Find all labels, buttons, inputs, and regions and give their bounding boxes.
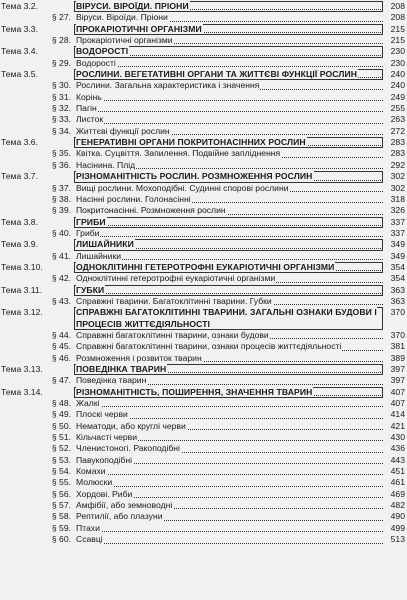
page-number: 407 xyxy=(390,398,405,409)
page-number: 215 xyxy=(390,23,405,34)
page-number: 499 xyxy=(390,522,405,533)
section-title xyxy=(76,466,383,477)
toc-topic-row[interactable] xyxy=(0,239,407,250)
section-number: § 48. xyxy=(51,398,71,409)
section-title xyxy=(76,126,383,137)
page-number: 249 xyxy=(390,91,405,102)
toc-section-row[interactable] xyxy=(0,12,407,23)
toc-section-row[interactable] xyxy=(0,194,407,205)
section-title xyxy=(76,251,383,262)
section-title xyxy=(76,443,383,454)
page-number: 490 xyxy=(390,511,405,522)
page-number: 451 xyxy=(390,466,405,477)
title-text: СПРАВЖНІ БАГАТОКЛІТИННІ ТВАРИНИ. ЗАГАЛЬНІ ОЗНАКИ БУДОВИ І ПРОЦЕСІВ ЖИТТЄДІЯЛЬНОСТІ xyxy=(76,307,377,329)
page-number: 381 xyxy=(390,341,405,352)
section-number: § 33. xyxy=(51,114,71,125)
toc-section-row[interactable] xyxy=(0,35,407,46)
topic-number: Тема 3.10. xyxy=(1,261,43,272)
title-text: Справжні багатоклітинні тварини, ознаки процесів життєдіяльності xyxy=(76,341,342,352)
page-number: 255 xyxy=(390,103,405,114)
section-number: § 43. xyxy=(51,295,71,306)
section-title xyxy=(76,35,383,46)
toc-section-row[interactable] xyxy=(0,183,407,194)
page-number: 337 xyxy=(390,216,405,227)
section-number: § 30. xyxy=(51,80,71,91)
section-number: § 34. xyxy=(51,125,71,136)
title-text: Павукоподібні xyxy=(76,454,133,465)
section-title xyxy=(76,511,383,522)
title-text: ПОВЕДІНКА ТВАРИН xyxy=(76,364,167,374)
toc-section-row[interactable] xyxy=(0,103,407,114)
section-title xyxy=(76,500,383,511)
page-number: 349 xyxy=(390,250,405,261)
toc-topic-row[interactable] xyxy=(0,217,407,228)
toc-section-row[interactable] xyxy=(0,477,407,488)
section-number: § 38. xyxy=(51,193,71,204)
section-number: § 49. xyxy=(51,409,71,420)
title-text: Гриби xyxy=(76,227,100,238)
section-title xyxy=(76,523,383,534)
title-text: Квітка. Суцвіття. Запилення. Подвійне запліднення xyxy=(76,148,281,159)
page-number: 230 xyxy=(390,46,405,57)
toc-section-row[interactable] xyxy=(0,80,407,91)
toc-section-row[interactable] xyxy=(0,398,407,409)
topic-title xyxy=(76,239,383,250)
page-number: 326 xyxy=(390,205,405,216)
page-number: 292 xyxy=(390,159,405,170)
title-text: Водорості xyxy=(76,57,116,68)
topic-title xyxy=(76,171,383,182)
toc-section-row[interactable] xyxy=(0,443,407,454)
page-number: 302 xyxy=(390,182,405,193)
toc-section-row[interactable] xyxy=(0,273,407,284)
section-number: § 42. xyxy=(51,273,71,284)
page-number: 436 xyxy=(390,443,405,454)
title-text: Комахи xyxy=(76,466,106,477)
section-title xyxy=(76,375,383,386)
toc-section-row[interactable] xyxy=(0,205,407,216)
page-number: 349 xyxy=(390,239,405,250)
toc-section-row[interactable] xyxy=(0,148,407,159)
title-text: Вищі рослини. Мохоподібні. Судинні спорові рослини xyxy=(76,182,289,193)
title-text: Одноклітинні гетеротрофні еукаріотичні організми xyxy=(76,273,276,284)
section-number: § 54. xyxy=(51,466,71,477)
toc-section-row[interactable] xyxy=(0,534,407,545)
title-text: Нематоди, або круглі черви xyxy=(76,420,186,431)
title-text: ВІРУСИ. ВІРОЇДИ. ПРІОНИ xyxy=(76,1,189,11)
page-number: 283 xyxy=(390,148,405,159)
title-text: РІЗНОМАНІТНІСТЬ, ПОШИРЕННЯ, ЗНАЧЕННЯ ТВАРИН xyxy=(76,386,313,397)
section-number: § 40. xyxy=(51,227,71,238)
title-text: Рослини. Загальна характеристика і значення xyxy=(76,80,260,91)
toc-section-row[interactable] xyxy=(0,421,407,432)
topic-title xyxy=(76,285,383,296)
title-text: Справжні тварини. Багатоклітинні тварини. Губки xyxy=(76,295,272,306)
toc-section-row[interactable] xyxy=(0,375,407,386)
topic-title xyxy=(76,137,383,148)
page-number: 283 xyxy=(390,137,405,148)
title-text: Життєві функції рослин xyxy=(76,125,170,136)
page-number: 240 xyxy=(390,69,405,80)
title-text: ГУБКИ xyxy=(76,284,105,295)
toc-section-row[interactable] xyxy=(0,432,407,443)
topic-title xyxy=(76,262,383,273)
section-number: § 47. xyxy=(51,375,71,386)
section-number: § 51. xyxy=(51,432,71,443)
title-text: Хордові. Риби xyxy=(76,488,133,499)
title-text: ВОДОРОСТІ xyxy=(76,46,129,57)
section-number: § 45. xyxy=(51,341,71,352)
toc-topic-row[interactable] xyxy=(0,1,407,12)
section-title xyxy=(76,398,383,409)
section-title xyxy=(76,353,383,364)
section-title xyxy=(76,92,383,103)
topic-number: Тема 3.9. xyxy=(1,239,38,250)
title-text: ГЕНЕРАТИВНІ ОРГАНИ ПОКРИТОНАСІННИХ РОСЛИН xyxy=(76,137,306,148)
title-text: ЛИШАЙНИКИ xyxy=(76,239,134,250)
section-number: § 46. xyxy=(51,352,71,363)
page-number: 407 xyxy=(390,386,405,397)
topic-number: Тема 3.2. xyxy=(1,1,38,11)
section-title xyxy=(76,477,383,488)
page-number: 215 xyxy=(390,35,405,46)
toc-section-row[interactable] xyxy=(0,92,407,103)
toc-section-row[interactable] xyxy=(0,228,407,239)
topic-number: Тема 3.8. xyxy=(1,216,38,227)
section-title xyxy=(76,12,383,23)
page-number: 208 xyxy=(390,12,405,23)
page-number: 354 xyxy=(390,273,405,284)
page-number: 421 xyxy=(390,420,405,431)
toc-topic-row[interactable] xyxy=(0,46,407,57)
section-title xyxy=(76,421,383,432)
topic-number: Тема 3.13. xyxy=(1,364,43,374)
page-number: 469 xyxy=(390,488,405,499)
title-text: Амфібії, або земноводні xyxy=(76,500,173,511)
table-of-contents xyxy=(0,1,407,546)
title-text: Членистоногі. Ракоподібні xyxy=(76,443,180,454)
page-number: 263 xyxy=(390,114,405,125)
section-title xyxy=(76,80,383,91)
title-text: Кільчасті черви xyxy=(76,432,138,443)
page-number: 337 xyxy=(390,227,405,238)
title-text: Покритонасінні. Розмноження рослин xyxy=(76,205,226,216)
title-text: Насінні рослини. Голонасінні xyxy=(76,193,191,204)
section-title xyxy=(76,455,383,466)
topic-title xyxy=(76,387,383,398)
section-number: § 41. xyxy=(51,250,71,261)
toc-section-row[interactable] xyxy=(0,58,407,69)
toc-section-row[interactable] xyxy=(0,160,407,171)
section-title xyxy=(76,103,383,114)
title-text: Ссавці xyxy=(76,534,103,545)
title-text: Листок xyxy=(76,114,104,125)
section-number: § 37. xyxy=(51,182,71,193)
section-number: § 53. xyxy=(51,454,71,465)
section-number: § 50. xyxy=(51,420,71,431)
page-number: 230 xyxy=(390,57,405,68)
toc-topic-row[interactable] xyxy=(0,262,407,273)
topic-title xyxy=(76,24,383,35)
toc-topic-row[interactable] xyxy=(0,387,407,398)
toc-topic-row[interactable] xyxy=(0,24,407,35)
section-title xyxy=(76,341,383,352)
title-text: РОСЛИНИ. ВЕГЕТАТИВНІ ОРГАНИ ТА ЖИТТЄВІ ФУНКЦІЇ РОСЛИН xyxy=(76,69,358,80)
page-number: 397 xyxy=(390,364,405,374)
section-number: § 57. xyxy=(51,500,71,511)
title-text: Жалкі xyxy=(76,398,100,409)
topic-number: Тема 3.4. xyxy=(1,46,38,57)
page-number: 363 xyxy=(390,295,405,306)
title-text: Корінь xyxy=(76,91,102,102)
section-title xyxy=(76,194,383,205)
toc-section-row[interactable] xyxy=(0,409,407,420)
page-number: 370 xyxy=(390,329,405,340)
title-text: ПРОКАРІОТИЧНІ ОРГАНІЗМИ xyxy=(76,23,202,34)
page-number: 370 xyxy=(390,307,405,318)
section-number: § 27. xyxy=(51,12,71,23)
toc-topic-row[interactable] xyxy=(0,137,407,148)
section-title xyxy=(76,205,383,216)
toc-topic-row[interactable] xyxy=(0,364,407,375)
section-number: § 39. xyxy=(51,205,71,216)
page-number: 389 xyxy=(390,352,405,363)
toc-section-row[interactable] xyxy=(0,523,407,534)
section-title xyxy=(76,160,383,171)
title-text: Віруси. Віроїди. Пріони xyxy=(76,12,168,23)
topic-number: Тема 3.7. xyxy=(1,171,38,182)
topic-title xyxy=(76,217,383,228)
toc-section-row[interactable] xyxy=(0,330,407,341)
toc-topic-row[interactable] xyxy=(0,285,407,296)
section-title xyxy=(76,273,383,284)
title-text: Лишайники xyxy=(76,250,122,261)
section-title xyxy=(76,58,383,69)
page-number: 513 xyxy=(390,534,405,545)
title-text: РІЗНОМАНІТНІСТЬ РОСЛИН. РОЗМНОЖЕННЯ РОСЛИН xyxy=(76,171,313,182)
section-number: § 56. xyxy=(51,488,71,499)
section-number: § 35. xyxy=(51,148,71,159)
title-text: ОДНОКЛІТИННІ ГЕТЕРОТРОФНІ ЕУКАРІОТИЧНІ ОРГАНІЗМИ xyxy=(76,261,335,272)
section-number: § 28. xyxy=(51,35,71,46)
toc-topic-row[interactable] xyxy=(0,307,407,330)
topic-title xyxy=(76,69,383,80)
title-text: Поведінка тварин xyxy=(76,375,147,386)
toc-topic-row[interactable] xyxy=(0,171,407,182)
section-title xyxy=(76,432,383,443)
topic-number: Тема 3.3. xyxy=(1,23,38,34)
section-number: § 29. xyxy=(51,57,71,68)
title-text: Насінина. Плід xyxy=(76,159,136,170)
title-text: Справжні багатоклітинні тварини, ознаки будови xyxy=(76,329,269,340)
toc-section-row[interactable] xyxy=(0,126,407,137)
title-text: Птахи xyxy=(76,522,100,533)
section-number: § 59. xyxy=(51,522,71,533)
title-text: Пагін xyxy=(76,103,97,114)
title-text: Плоскі черви xyxy=(76,409,128,420)
page-number: 272 xyxy=(390,125,405,136)
title-text: Розмноження і розвиток тварин xyxy=(76,352,202,363)
section-number: § 36. xyxy=(51,159,71,170)
toc-section-row[interactable] xyxy=(0,114,407,125)
toc-section-row[interactable] xyxy=(0,353,407,364)
section-number: § 44. xyxy=(51,329,71,340)
toc-section-row[interactable] xyxy=(0,466,407,477)
title-text: Молюски xyxy=(76,477,113,488)
toc-section-row[interactable] xyxy=(0,489,407,500)
page-number: 443 xyxy=(390,454,405,465)
page-number: 414 xyxy=(390,409,405,420)
section-number: § 60. xyxy=(51,534,71,545)
topic-number: Тема 3.11. xyxy=(1,284,43,295)
toc-section-row[interactable] xyxy=(0,511,407,522)
section-number: § 55. xyxy=(51,477,71,488)
section-title xyxy=(76,228,383,239)
section-title xyxy=(76,409,383,420)
topic-title xyxy=(76,1,383,12)
section-number: § 32. xyxy=(51,103,71,114)
page-number: 318 xyxy=(390,193,405,204)
page-number: 363 xyxy=(390,284,405,295)
topic-number: Тема 3.12. xyxy=(1,307,43,318)
toc-section-row[interactable] xyxy=(0,341,407,352)
section-title xyxy=(76,489,383,500)
section-title xyxy=(76,330,383,341)
toc-section-row[interactable] xyxy=(0,500,407,511)
topic-title xyxy=(76,46,383,57)
section-number: § 31. xyxy=(51,91,71,102)
section-title xyxy=(76,148,383,159)
section-title xyxy=(76,183,383,194)
page-number: 482 xyxy=(390,500,405,511)
page-number: 208 xyxy=(390,1,405,11)
topic-number: Тема 3.5. xyxy=(1,69,38,80)
topic-number: Тема 3.14. xyxy=(1,386,43,397)
section-number: § 58. xyxy=(51,511,71,522)
section-title xyxy=(76,114,383,125)
page-number: 461 xyxy=(390,477,405,488)
toc-section-row[interactable] xyxy=(0,296,407,307)
toc-section-row[interactable] xyxy=(0,251,407,262)
title-text: Прокаріотичні організми xyxy=(76,35,173,46)
toc-section-row[interactable] xyxy=(0,455,407,466)
title-text: ГРИБИ xyxy=(76,216,106,227)
page-number: 430 xyxy=(390,432,405,443)
page-number: 354 xyxy=(390,261,405,272)
section-title xyxy=(76,534,383,545)
page-number: 397 xyxy=(390,375,405,386)
page-number: 240 xyxy=(390,80,405,91)
topic-title xyxy=(76,364,383,375)
title-text: Рептилії, або плазуни xyxy=(76,511,163,522)
toc-topic-row[interactable] xyxy=(0,69,407,80)
section-title xyxy=(76,296,383,307)
page-number: 302 xyxy=(390,171,405,182)
topic-title xyxy=(76,307,383,330)
topic-number: Тема 3.6. xyxy=(1,137,38,148)
section-number: § 52. xyxy=(51,443,71,454)
